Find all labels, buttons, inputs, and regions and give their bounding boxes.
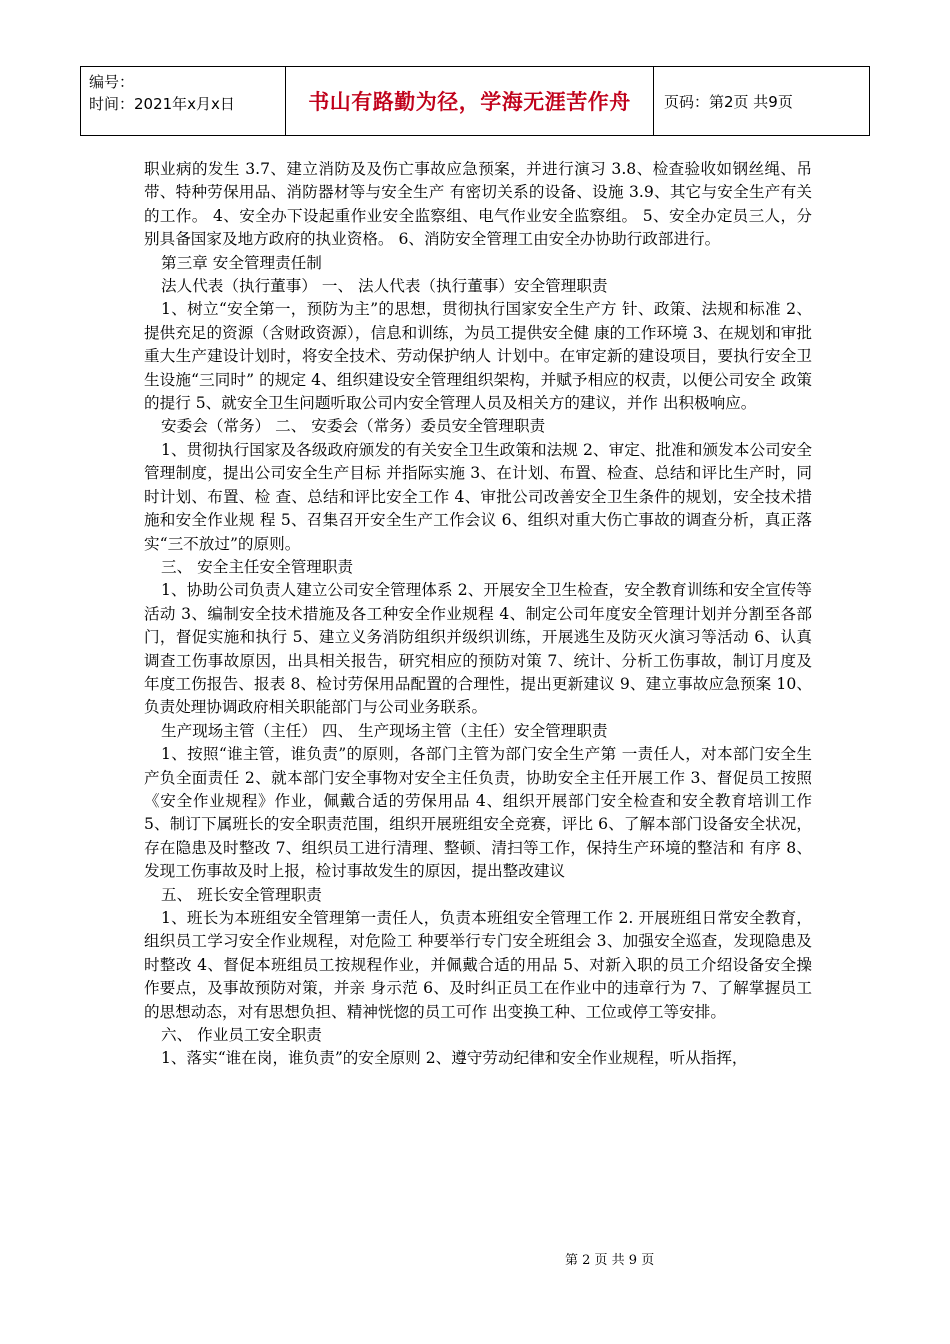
body-paragraph: 1、按照“谁主管，谁负责”的原则，各部门主管为部门安全生产第 一责任人，对本部门安全生产负全面责任 2、就本部门安全事物对安全主任负责，协助安全主任开展工作 3、督促员工按照《安全作业规程》作业，佩戴合适的劳保用品 4、组织开展部门安全检查和安全教育培训工作 5、制订下属班长的安全职责范围，组织开展班组安全竞赛，评比 6、了解本部门设备安全状况，存在隐患及时整改 7、组织员工进行清理、整顿、清扫等工作，保持生产环境的整洁和 有序 8、发现工伤事故及时上报，检讨事故发生的原因，提出整改建议 [144,745,812,881]
section-heading: 法人代表（执行董事） 一、 法人代表（执行董事）安全管理职责 [161,277,608,296]
section-heading: 安委会（常务） 二、 安委会（常务）委员安全管理职责 [161,417,546,436]
body-paragraph: 1、协助公司负责人建立公司安全管理体系 2、开展安全卫生检查，安全教育训练和安全宣传等活动 3、编制安全技术措施及各工种安全作业规程 4、制定公司年度安全管理计划并分割至各部门，督促实施和执行 5、建立义务消防组织并级织训练，开展逃生及防灭火演习等活动 6、认真调查工伤事故原因，出具相关报告，研究相应的预防对策 7、统计、分析工伤事故，制订月度及年度工伤报告、报表 8、检讨劳保用品配置的合理性，提出更新建议 9、建立事故应急预案 10、 负责处理协调政府相关职能部门与公司业务联系。 [144,581,812,717]
header-meta [81,67,286,135]
body-paragraph: 1、贯彻执行国家及各级政府颁发的有关安全卫生政策和法规 2、审定、批准和颁发本公司安全管理制度，提出公司安全生产目标 并指际实施 3、在计划、布置、检查、总结和评比生产时，同时计划、布置、检 查、总结和评比安全工作 4、审批公司改善安全卫生条件的规划，安全技术措施和安全作业规 程 5、召集召开安全生产工作会议 6、组织对重大伤亡事故的调查分析，真正落实“三不放过”的原则。 [144,440,812,553]
body-paragraph: 职业病的发生 3.7、建立消防及及伤亡事故应急预案，并进行演习 3.8、检查验收如钢丝绳、吊带、特种劳保用品、消防器材等与安全生产 有密切关系的设备、设施 3.9、其它与安全生产有关的工作。 4、安全办下设起重作业安全监察组、电气作业安全监察组。 5、安全办定员三人，分别具备国家及地方政府的执业资格。 6、消防安全管理工由安全办协助行政部进行。 [144,160,812,249]
body-paragraph: 1、班长为本班组安全管理第一责任人，负责本班组安全管理工作 2. 开展班组日常安全教育，组织员工学习安全作业规程，对危险工 种要举行专门安全班组会 3、加强安全巡查，发现隐患及时整改 4、督促本班组员工按规程作业，并佩戴合适的用品 5、对新入职的员工介绍设备安全操作要点，及事故预防对策，并亲 身示范 6、及时纠正员工在作业中的违章行为 7、了解掌握员工的思想动态，对有思想负担、精神恍惚的员工可作 出变换工种、工位或停工等安排。 [144,909,812,1021]
chapter-heading: 第三章 安全管理责任制 [161,253,322,272]
section-heading: 六、 作业员工安全职责 [161,1026,322,1045]
section-heading: 生产现场主管（主任） 四、 生产现场主管（主任）安全管理职责 [161,721,608,740]
header-motto: 书山有路勤为径，学海无涯苦作舟 [286,67,654,135]
document-body [144,158,812,1071]
page-footer: 第 2 页 共 9 页 [565,1253,655,1268]
document-number-label: 编号： [89,73,135,91]
body-paragraph: 1、树立“安全第一，预防为主”的思想，贯彻执行国家安全生产方 针、政策、法规和标准 2、提供充足的资源（含财政资源），信息和训练，为员工提供安全健 康的工作环境 3、在规划和审批重大生产建设计划时，将安全技术、劳动保护纳人 计划中。在审定新的建设项目，要执行安全卫生设施“三同时” 的规定 4、组织建设安全管理组织架构，并赋予相应的权责，以便公司安全 政策的提行 5、就安全卫生问题听取公司内安全管理人员及相关方的建议，并作 出积极响应。 [144,300,812,413]
header-page-info: 页码：第2页 共9页 [664,92,793,111]
page-header [80,66,870,136]
document-time: 时间：2021年x月x日 [89,95,235,113]
body-paragraph: 1、落实“谁在岗，谁负责”的安全原则 2、遵守劳动纪律和安全作业规程，听从指挥， [161,1049,748,1068]
section-heading: 五、 班长安全管理职责 [161,885,322,904]
section-heading: 三、 安全主任安全管理职责 [161,557,354,576]
